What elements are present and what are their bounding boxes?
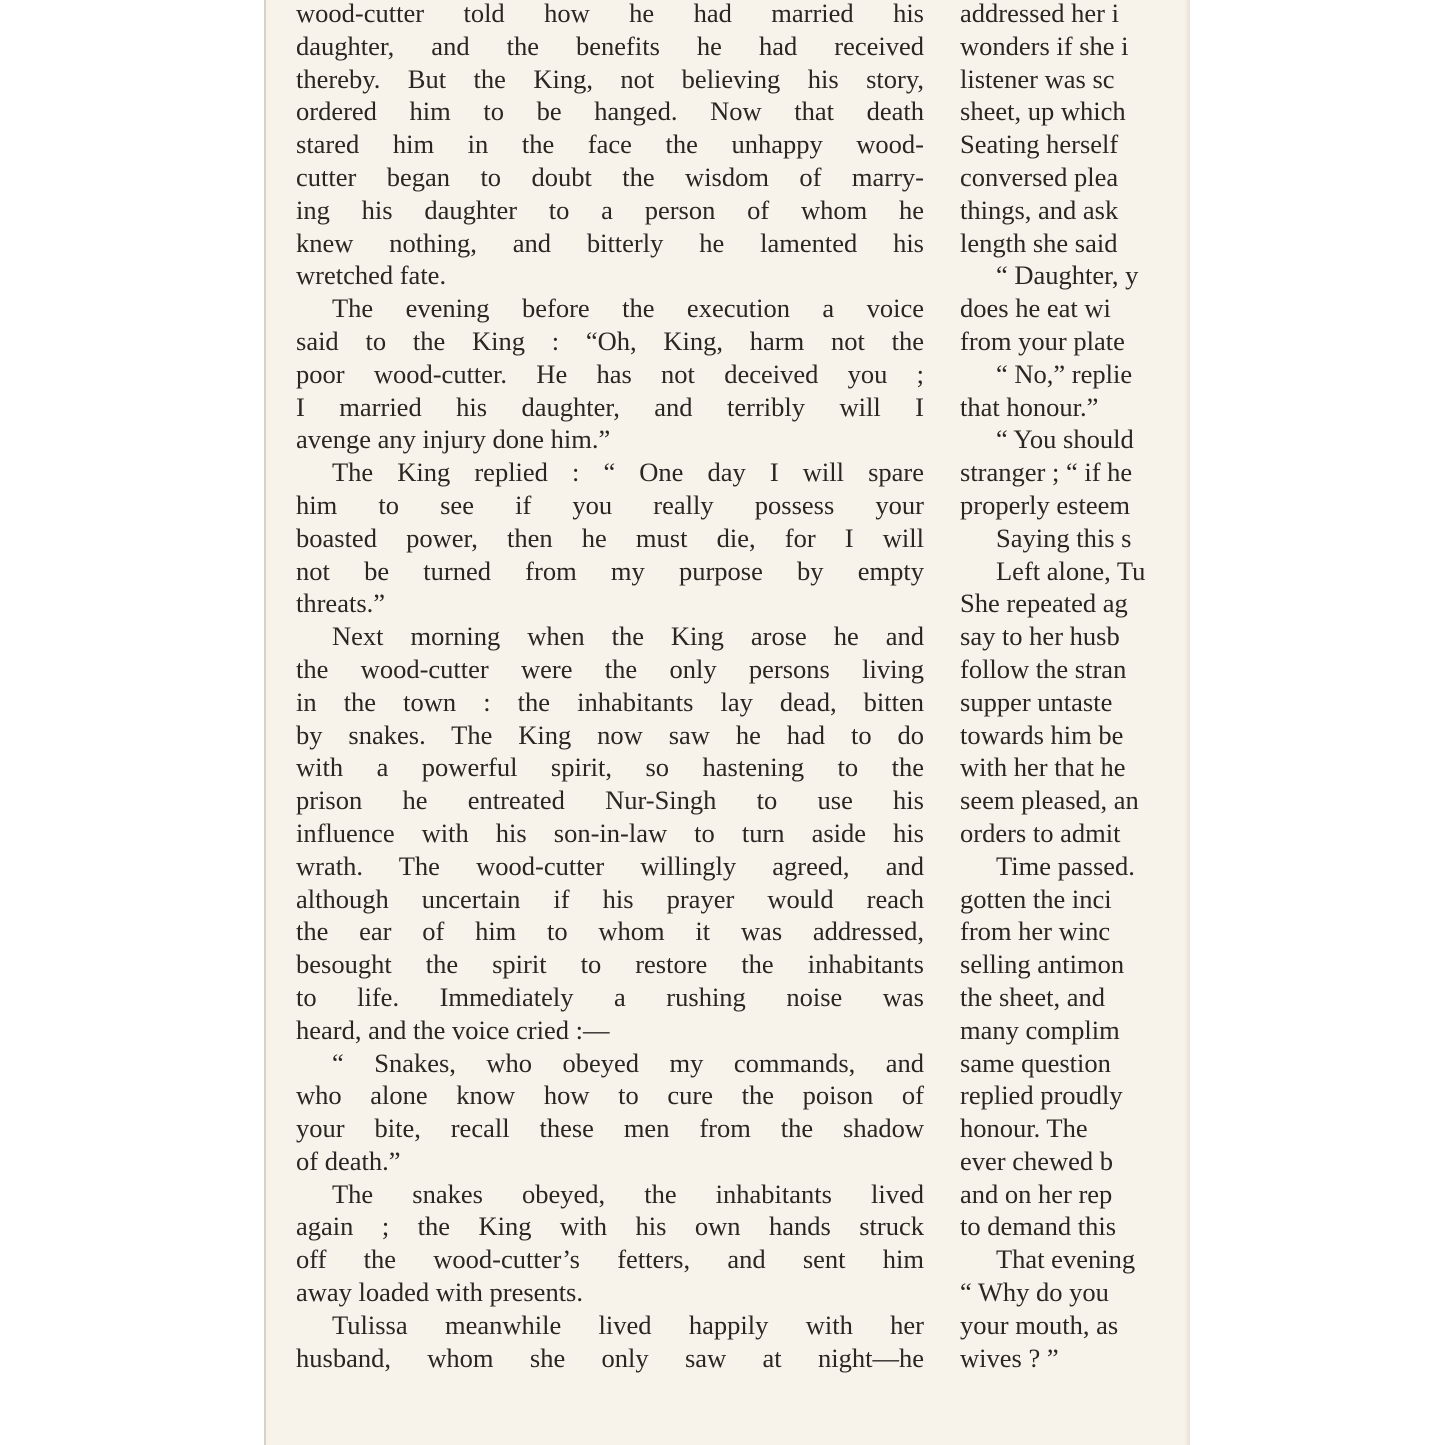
text-line: wrath. The wood-cutter willingly agreed, and bbox=[296, 850, 924, 881]
text-line: many complim bbox=[960, 1014, 1120, 1045]
text-line: prison he entreated Nur-Singh to use his bbox=[296, 785, 924, 816]
text-line: the sheet, and bbox=[960, 981, 1105, 1012]
text-line: from your plate bbox=[960, 325, 1125, 356]
text-line: stared him in the face the unhappy wood- bbox=[296, 129, 924, 160]
text-line: husband, whom she only saw at night—he bbox=[296, 1342, 924, 1373]
text-line: gotten the inci bbox=[960, 883, 1112, 914]
text-line: off the wood-cutter’s fetters, and sent him bbox=[296, 1244, 924, 1275]
text-line: Time passed. bbox=[996, 850, 1135, 881]
text-line: conversed plea bbox=[960, 161, 1119, 192]
text-line: wretched fate. bbox=[296, 260, 447, 291]
text-line: poor wood-cutter. He has not deceived you ; bbox=[296, 358, 924, 389]
text-line: Saying this s bbox=[996, 522, 1132, 553]
text-line: say to her husb bbox=[960, 621, 1120, 652]
text-line: sheet, up which bbox=[960, 96, 1126, 127]
text-line: who alone know how to cure the poison of bbox=[296, 1080, 924, 1111]
text-line: cutter began to doubt the wisdom of marry- bbox=[296, 161, 924, 192]
text-line: Left alone, Tu bbox=[996, 555, 1146, 586]
text-line: your bite, recall these men from the shadow bbox=[296, 1113, 924, 1144]
text-line: properly esteem bbox=[960, 489, 1130, 520]
text-line: selling antimon bbox=[960, 949, 1125, 980]
text-line: “ Why do you bbox=[960, 1277, 1109, 1308]
text-line: “ No,” replie bbox=[996, 358, 1133, 389]
text-line: daughter, and the benefits he had received bbox=[296, 30, 924, 61]
text-line: honour. The bbox=[960, 1113, 1088, 1144]
text-line: ever chewed b bbox=[960, 1145, 1114, 1176]
text-line: him to see if you really possess your bbox=[296, 489, 924, 520]
text-line: The snakes obeyed, the inhabitants lived bbox=[332, 1178, 924, 1209]
text-line: not be turned from my purpose by empty bbox=[296, 555, 924, 586]
text-line: follow the stran bbox=[960, 653, 1127, 684]
text-line: the ear of him to whom it was addressed, bbox=[296, 916, 924, 947]
text-line: ing his daughter to a person of whom he bbox=[296, 194, 924, 225]
text-line: The evening before the execution a voice bbox=[332, 293, 924, 324]
text-line: The King replied : “ One day I will spare bbox=[332, 457, 924, 488]
book-page bbox=[264, 0, 1190, 1445]
text-line: thereby. But the King, not believing his story, bbox=[296, 63, 924, 94]
text-line: wives ? ” bbox=[960, 1342, 1059, 1373]
text-line: towards him be bbox=[960, 719, 1124, 750]
text-line: replied proudly bbox=[960, 1080, 1123, 1111]
text-line: with her that he bbox=[960, 752, 1126, 783]
text-line: listener was sc bbox=[960, 63, 1115, 94]
text-line: knew nothing, and bitterly he lamented his bbox=[296, 227, 924, 258]
text-line: from her winc bbox=[960, 916, 1111, 947]
text-line: that honour.” bbox=[960, 391, 1099, 422]
text-line: and on her rep bbox=[960, 1178, 1113, 1209]
text-line: away loaded with presents. bbox=[296, 1277, 583, 1308]
text-line: Tulissa meanwhile lived happily with her bbox=[332, 1309, 924, 1340]
text-line: stranger ; “ if he bbox=[960, 457, 1133, 488]
text-line: seem pleased, an bbox=[960, 785, 1139, 816]
text-line: in the town : the inhabitants lay dead, bitten bbox=[296, 686, 924, 717]
text-line: She repeated ag bbox=[960, 588, 1128, 619]
text-line: wonders if she i bbox=[960, 30, 1129, 61]
text-line: “ Snakes, who obeyed my commands, and bbox=[332, 1047, 924, 1078]
text-line: addressed her i bbox=[960, 0, 1119, 28]
text-line: That evening bbox=[996, 1244, 1136, 1275]
text-line: again ; the King with his own hands struck bbox=[296, 1211, 924, 1242]
text-line: to demand this bbox=[960, 1211, 1117, 1242]
text-line: although uncertain if his prayer would reach bbox=[296, 883, 924, 914]
text-line: ordered him to be hanged. Now that death bbox=[296, 96, 924, 127]
text-line: threats.” bbox=[296, 588, 386, 619]
text-line: Next morning when the King arose he and bbox=[332, 621, 924, 652]
text-line: avenge any injury done him.” bbox=[296, 424, 611, 455]
text-line: supper untaste bbox=[960, 686, 1113, 717]
text-line: I married his daughter, and terribly will I bbox=[296, 391, 924, 422]
text-line: with a powerful spirit, so hastening to the bbox=[296, 752, 924, 783]
text-line: by snakes. The King now saw he had to do bbox=[296, 719, 924, 750]
right-text-column bbox=[960, 0, 1186, 1374]
text-line: length she said bbox=[960, 227, 1118, 258]
text-line: influence with his son-in-law to turn aside his bbox=[296, 817, 924, 848]
text-line: boasted power, then he must die, for I will bbox=[296, 522, 924, 553]
text-line: Seating herself bbox=[960, 129, 1119, 160]
text-line: “ Daughter, y bbox=[996, 260, 1139, 291]
text-line: besought the spirit to restore the inhabitants bbox=[296, 949, 924, 980]
text-line: does he eat wi bbox=[960, 293, 1111, 324]
left-text-column bbox=[296, 0, 924, 1374]
text-line: “ You should bbox=[996, 424, 1134, 455]
text-line: heard, and the voice cried :— bbox=[296, 1014, 610, 1045]
text-line: of death.” bbox=[296, 1145, 401, 1176]
text-line: said to the King : “Oh, King, harm not the bbox=[296, 325, 924, 356]
text-line: to life. Immediately a rushing noise was bbox=[296, 981, 924, 1012]
text-line: things, and ask bbox=[960, 194, 1119, 225]
text-line: the wood-cutter were the only persons living bbox=[296, 653, 924, 684]
text-line: orders to admit bbox=[960, 817, 1121, 848]
text-line: same question bbox=[960, 1047, 1111, 1078]
text-line: your mouth, as bbox=[960, 1309, 1119, 1340]
text-line: wood-cutter told how he had married his bbox=[296, 0, 924, 28]
